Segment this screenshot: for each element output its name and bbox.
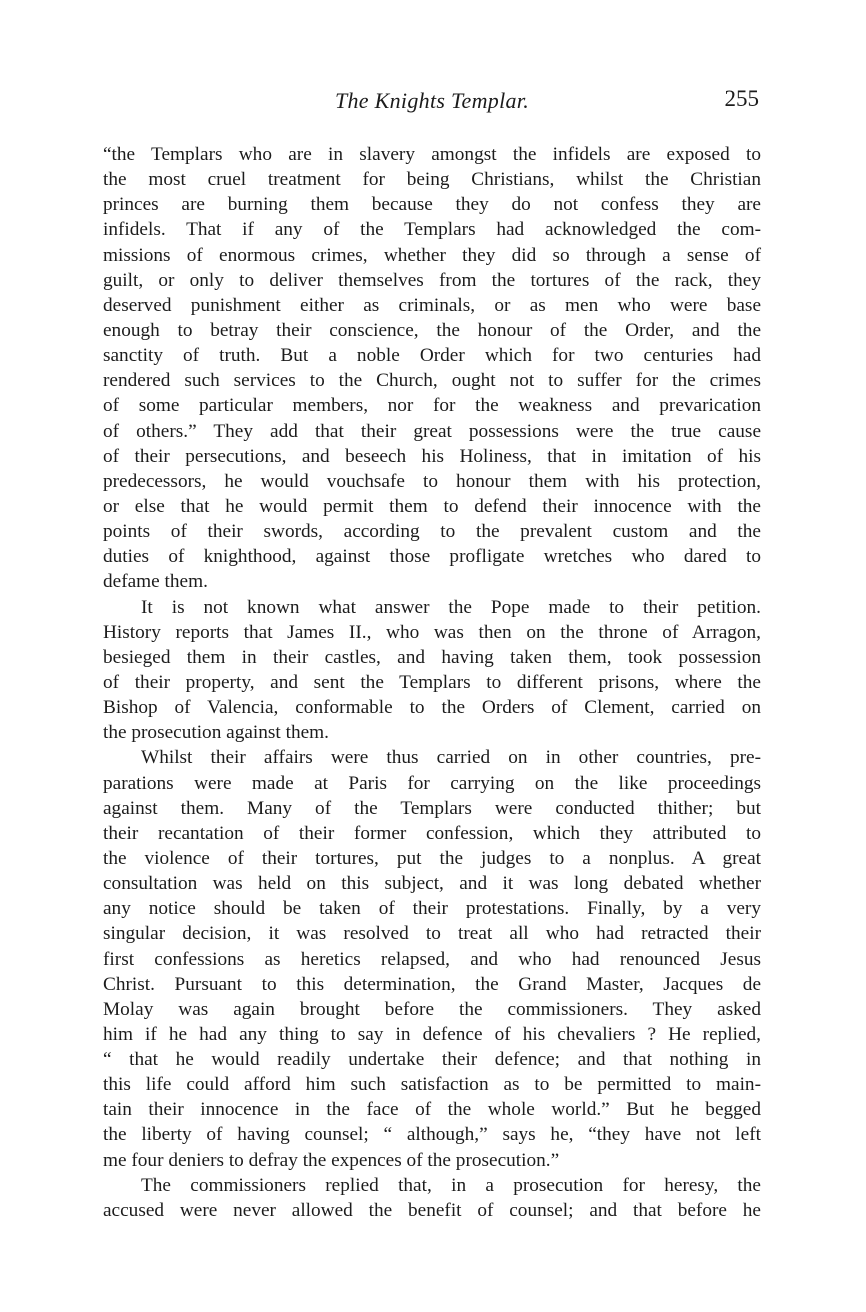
paragraph: [103, 745, 761, 1172]
text-line: me four deniers to defray the expences of the prosecution.”: [103, 1149, 560, 1171]
text-line: against them. Many of the Templars were conducted thither; but: [103, 797, 761, 819]
text-line: “ that he would readily undertake their defence; and that nothing in: [103, 1049, 761, 1071]
text-line: The commissioners replied that, in a prosecution for heresy, the: [141, 1174, 761, 1196]
text-line: tain their innocence in the face of the whole world.” But he begged: [103, 1099, 761, 1121]
text-line: their recantation of their former confession, which they attributed to: [103, 822, 761, 844]
text-line: or else that he would permit them to defend their innocence with the: [103, 495, 761, 517]
text-line: defame them.: [103, 571, 208, 593]
body-text: [103, 142, 761, 1223]
text-line: predecessors, he would vouchsafe to honour them with his protection,: [103, 470, 761, 492]
text-line: History reports that James II., who was then on the throne of Arragon,: [103, 621, 761, 643]
running-head: [103, 84, 761, 124]
text-line: points of their swords, according to the prevalent custom and the: [103, 521, 761, 543]
text-line: first confessions as heretics relapsed, and who had renounced Jesus: [103, 948, 761, 970]
text-line: of some particular members, nor for the weakness and prevarication: [103, 395, 761, 417]
text-line: Christ. Pursuant to this determination, the Grand Master, Jacques de: [103, 973, 761, 995]
text-line: the violence of their tortures, put the judges to a nonplus. A great: [103, 847, 761, 869]
text-line: duties of knighthood, against those profligate wretches who dared to: [103, 546, 761, 568]
text-line: enough to betray their conscience, the honour of the Order, and the: [103, 319, 761, 341]
text-line: parations were made at Paris for carrying on the like proceedings: [103, 772, 761, 794]
text-line: of their persecutions, and beseech his Holiness, that in imitation of his: [103, 445, 761, 467]
text-line: accused were never allowed the benefit of counsel; and that before he: [103, 1199, 761, 1221]
text-line: singular decision, it was resolved to treat all who had retracted their: [103, 923, 761, 945]
text-line: of others.” They add that their great possessions were the true cause: [103, 420, 761, 442]
text-line: Whilst their affairs were thus carried on in other countries, pre-: [141, 747, 761, 769]
text-line: the most cruel treatment for being Christians, whilst the Christian: [103, 169, 761, 191]
text-line: guilt, or only to deliver themselves from the tortures of the rack, they: [103, 269, 761, 291]
text-line: rendered such services to the Church, ought not to suffer for the crimes: [103, 370, 761, 392]
text-line: sanctity of truth. But a noble Order which for two centuries had: [103, 345, 761, 367]
running-title: The Knights Templar.: [334, 88, 530, 113]
page-number: 255: [724, 86, 759, 111]
paragraph: [103, 595, 761, 746]
text-line: infidels. That if any of the Templars had acknowledged the com-: [103, 219, 761, 241]
text-line: Molay was again brought before the commissioners. They asked: [103, 998, 761, 1020]
text-line: “the Templars who are in slavery amongst the infidels are exposed to: [103, 144, 761, 165]
paragraph-continued: [103, 142, 761, 595]
text-line: besieged them in their castles, and having taken them, took possession: [103, 646, 761, 668]
book-page: [103, 84, 761, 1223]
text-line: missions of enormous crimes, whether they did so through a sense of: [103, 244, 761, 266]
text-line: of their property, and sent the Templars to different prisons, where the: [103, 671, 761, 693]
text-line: him if he had any thing to say in defence of his chevaliers ? He replied,: [103, 1023, 761, 1045]
text-line: any notice should be taken of their protestations. Finally, by a very: [103, 898, 761, 920]
text-line: princes are burning them because they do not confess they are: [103, 194, 761, 216]
text-line: It is not known what answer the Pope made to their petition.: [141, 596, 761, 618]
paragraph: [103, 1173, 761, 1223]
text-line: Bishop of Valencia, conformable to the Orders of Clement, carried on: [103, 697, 761, 719]
text-line: this life could afford him such satisfaction as to be permitted to main-: [103, 1074, 761, 1096]
text-line: the liberty of having counsel; “ although,” says he, “they have not left: [103, 1124, 761, 1146]
text-line: consultation was held on this subject, and it was long debated whether: [103, 873, 761, 895]
text-line: the prosecution against them.: [103, 722, 329, 744]
text-line: deserved punishment either as criminals, or as men who were base: [103, 294, 761, 316]
